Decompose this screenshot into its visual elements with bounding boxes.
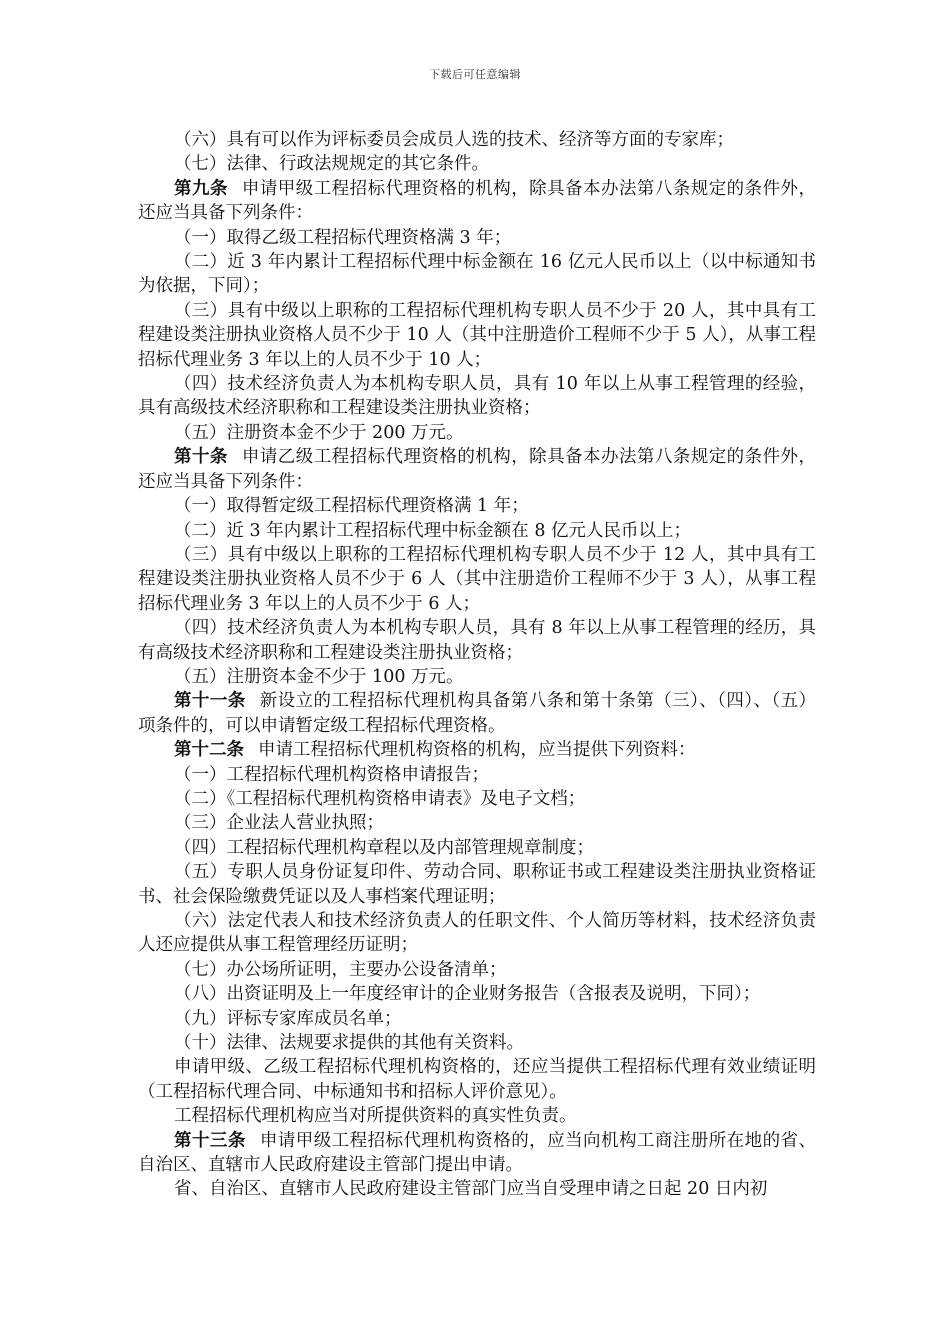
article-paragraph xyxy=(138,445,816,494)
clause-paragraph xyxy=(138,519,816,543)
clause-paragraph xyxy=(138,1031,816,1055)
clause-paragraph xyxy=(138,226,816,250)
clause-paragraph xyxy=(138,1055,816,1104)
article-paragraph xyxy=(138,689,816,738)
paragraph-text: （二）《工程招标代理机构资格申请表》及电子文档； xyxy=(174,788,586,809)
clause-paragraph xyxy=(138,152,816,176)
clause-paragraph xyxy=(138,665,816,689)
clause-paragraph xyxy=(138,958,816,982)
clause-paragraph xyxy=(138,494,816,518)
paragraph-text: （五）专职人员身份证复印件、劳动合同、职称证书或工程建设类注册执业资格证书、社会保险缴费凭证以及人事档案代理证明； xyxy=(138,862,816,907)
paragraph-text: （九）评标专家库成员名单； xyxy=(174,1008,402,1029)
paragraph-text: （一）取得乙级工程招标代理资格满 3 年； xyxy=(174,227,512,248)
page-header-caption: 下载后可任意编辑 xyxy=(429,68,521,81)
clause-paragraph xyxy=(138,909,816,958)
clause-paragraph xyxy=(138,1177,816,1201)
clause-paragraph xyxy=(138,982,816,1006)
paragraph-text: 申请甲级工程招标代理资格的机构，除具备本办法第八条规定的条件外，还应当具备下列条件： xyxy=(138,178,817,224)
article-paragraph xyxy=(138,738,816,762)
paragraph-text: 申请甲级工程招标代理机构资格的，应当向机构工商注册所在地的省、自治区、直辖市人民政府建设主管部门提出申请。 xyxy=(138,1130,817,1176)
paragraph-text: （二）近 3 年内累计工程招标代理中标金额在 8 亿元人民币以上； xyxy=(174,520,692,541)
article-number: 第十一条 xyxy=(174,691,246,712)
paragraph-text: （三）具有中级以上职称的工程招标代理机构专职人员不少于 20 人，其中具有工程建设类注册执业资格人员不少于 10 人（其中注册造价工程师不少于 5 人），从事工程招标代理业务 3 年以上的人员不少于 10 人； xyxy=(138,300,816,370)
clause-paragraph xyxy=(138,128,816,152)
paragraph-text: （一）工程招标代理机构资格申请报告； xyxy=(174,764,489,785)
clause-paragraph xyxy=(138,250,816,299)
paragraph-text: 申请乙级工程招标代理资格的机构，除具备本办法第八条规定的条件外，还应当具备下列条件： xyxy=(138,447,817,492)
paragraph-text: （六）法定代表人和技术经济负责人的任职文件、个人简历等材料，技术经济负责人还应提供从事工程管理经历证明； xyxy=(138,911,816,956)
paragraph-text: （五）注册资本金不少于 200 万元。 xyxy=(174,422,464,443)
paragraph-text: （六）具有可以作为评标委员会成员人选的技术、经济等方面的专家库； xyxy=(174,130,734,150)
paragraph-text: 申请工程招标代理机构资格的机构，应当提供下列资料： xyxy=(258,740,696,761)
clause-paragraph xyxy=(138,616,816,665)
clause-paragraph xyxy=(138,836,816,860)
clause-paragraph xyxy=(138,299,816,372)
clause-paragraph xyxy=(138,543,816,616)
article-number: 第九条 xyxy=(174,178,228,199)
article-number: 第十三条 xyxy=(174,1130,246,1151)
article-number: 第十二条 xyxy=(174,740,244,761)
clause-paragraph xyxy=(138,421,816,445)
paragraph-text: 新设立的工程招标代理机构具备第八条和第十条第（三）、（四）、（五）项条件的，可以申请暂定级工程招标代理资格。 xyxy=(138,691,817,736)
clause-paragraph xyxy=(138,1007,816,1031)
paragraph-text: （二）近 3 年内累计工程招标代理中标金额在 16 亿元人民币以上（以中标通知书为依据，下同）； xyxy=(138,252,816,297)
paragraph-text: （四）技术经济负责人为本机构专职人员，具有 10 年以上从事工程管理的经验，具有高级技术经济职称和工程建设类注册执业资格； xyxy=(138,374,816,419)
clause-paragraph xyxy=(138,763,816,787)
paragraph-text: 工程招标代理机构应当对所提供资料的真实性负责。 xyxy=(174,1106,577,1127)
document-body xyxy=(138,128,816,1202)
paragraph-text: （三）具有中级以上职称的工程招标代理机构专职人员不少于 12 人，其中具有工程建设类注册执业资格人员不少于 6 人（其中注册造价工程师不少于 3 人），从事工程招标代理业务 3 年以上的人员不少于 6 人； xyxy=(138,544,816,614)
article-paragraph xyxy=(138,1129,816,1178)
paragraph-text: （五）注册资本金不少于 100 万元。 xyxy=(174,666,464,687)
clause-paragraph xyxy=(138,787,816,811)
paragraph-text: （一）取得暂定级工程招标代理资格满 1 年； xyxy=(174,496,529,517)
paragraph-text: （七）办公场所证明，主要办公设备清单； xyxy=(174,959,507,980)
clause-paragraph xyxy=(138,860,816,909)
paragraph-text: （七）法律、行政法规规定的其它条件。 xyxy=(174,154,489,175)
clause-paragraph xyxy=(138,372,816,421)
paragraph-text: （四）技术经济负责人为本机构专职人员，具有 8 年以上从事工程管理的经历，具有高级技术经济职称和工程建设类注册执业资格； xyxy=(138,618,816,663)
paragraph-text: （十）法律、法规要求提供的其他有关资料。 xyxy=(174,1033,524,1054)
paragraph-text: （三）企业法人营业执照； xyxy=(174,813,384,834)
article-number: 第十条 xyxy=(174,447,228,468)
paragraph-text: （八）出资证明及上一年度经审计的企业财务报告（含报表及说明，下同）； xyxy=(174,984,761,1005)
clause-paragraph xyxy=(138,811,816,835)
article-paragraph xyxy=(138,177,816,226)
paragraph-text: 省、自治区、直辖市人民政府建设主管部门应当自受理申请之日起 20 日内初 xyxy=(174,1179,768,1200)
paragraph-text: 申请甲级、乙级工程招标代理机构资格的，还应当提供工程招标代理有效业绩证明（工程招标代理合同、中标通知书和招标人评价意见）。 xyxy=(138,1057,816,1102)
clause-paragraph xyxy=(138,1104,816,1128)
paragraph-text: （四）工程招标代理机构章程以及内部管理规章制度； xyxy=(174,837,594,858)
